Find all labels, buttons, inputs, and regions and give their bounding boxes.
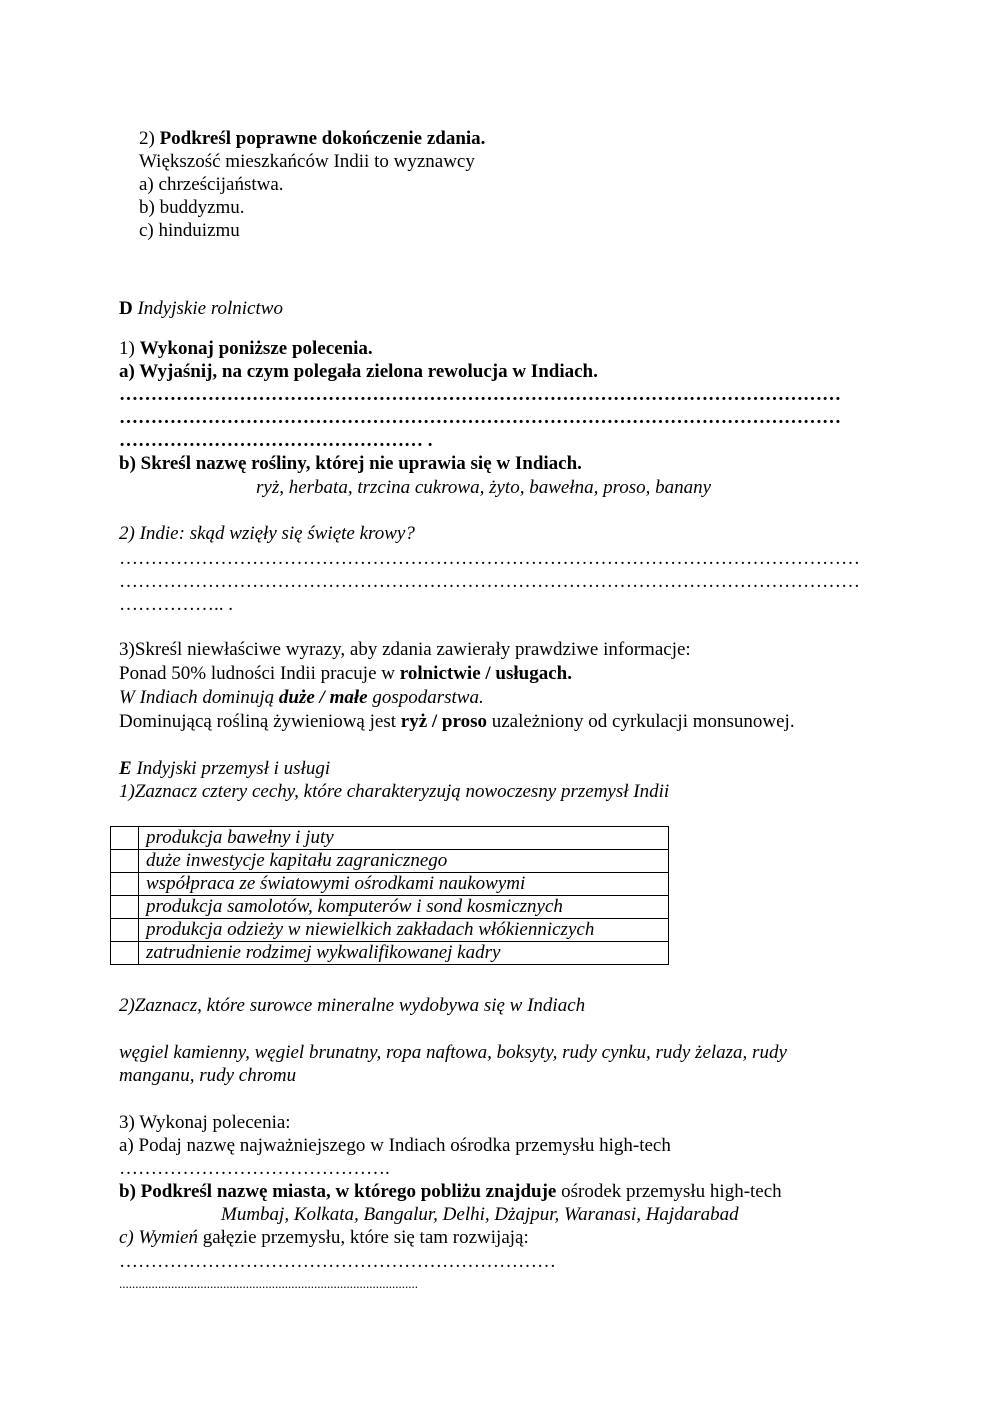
question-e2: 2)Zaznacz, które surowce mineralne wydobywa się w Indiach	[119, 995, 586, 1016]
question-e1: 1)Zaznacz cztery cechy, które charakteryzują nowoczesny przemysł Indii	[119, 781, 670, 802]
checkbox-cell[interactable]	[111, 873, 139, 896]
question-e3c	[119, 1226, 529, 1249]
table-row	[111, 873, 669, 896]
checkbox-cell[interactable]	[111, 827, 139, 850]
question-e3-title: 3) Wykonaj polecenia:	[119, 1112, 291, 1133]
answer-line[interactable]: ……………………………………………………………………………………………………	[119, 384, 841, 405]
answer-line[interactable]: ............................................................................................	[119, 1276, 418, 1291]
option-a[interactable]: a) chrześcijaństwa.	[139, 174, 284, 195]
statement-text: Ponad 50% ludności Indii pracuje w	[119, 663, 400, 684]
answer-line[interactable]: ………………………………………… .	[119, 430, 433, 451]
choice-words[interactable]: duże / małe	[278, 687, 368, 708]
choice-words[interactable]: rolnictwie / usługach.	[399, 663, 572, 684]
statement-text: uzależniony od cyrkulacji monsunowej.	[486, 711, 795, 732]
answer-line[interactable]: …………….. .	[119, 594, 233, 615]
question-title: Wykonaj poniższe polecenia.	[139, 338, 373, 359]
checkbox-cell[interactable]	[111, 896, 139, 919]
feature-text: zatrudnienie rodzimej wykwalifikowanej kadry	[139, 942, 669, 965]
question-italic: c) Wymień	[119, 1227, 198, 1248]
feature-text: produkcja bawełny i juty	[139, 827, 669, 850]
statement-text: gospodarstwa.	[367, 687, 484, 708]
answer-line[interactable]: …………………………………….	[119, 1158, 390, 1179]
feature-text: produkcja odzieży w niewielkich zakładach włókienniczych	[139, 919, 669, 942]
statement-1	[119, 662, 572, 685]
table-row	[111, 827, 669, 850]
section-letter: D	[119, 298, 133, 319]
choice-words[interactable]: ryż / proso	[400, 711, 487, 732]
statement-text: Dominującą rośliną żywieniową jest	[119, 711, 401, 732]
checkbox-cell[interactable]	[111, 919, 139, 942]
question-d1a: a) Wyjaśnij, na czym polegała zielona rewolucja w Indiach.	[119, 361, 598, 382]
checkbox-cell[interactable]	[111, 850, 139, 873]
question-title: Podkreśl poprawne dokończenie zdania.	[159, 128, 486, 149]
answer-line[interactable]: ……………………………………………………………	[119, 1251, 556, 1272]
question-d2: 2) Indie: skąd wzięły się święte krowy?	[119, 523, 415, 544]
question-stem: Większość mieszkańców Indii to wyznawcy	[139, 151, 475, 172]
answer-line[interactable]: ………………………………………………………………………………………………………	[119, 571, 860, 592]
statement-3	[119, 710, 795, 733]
answer-line[interactable]: ……………………………………………………………………………………………………	[119, 407, 841, 428]
answer-line[interactable]: ………………………………………………………………………………………………………	[119, 548, 860, 569]
statement-2	[119, 686, 484, 709]
question-c2-heading	[139, 127, 485, 150]
city-list[interactable]: Mumbaj, Kolkata, Bangalur, Delhi, Dżajpur, Waranasi, Hajdarabad	[221, 1204, 739, 1225]
question-rest: gałęzie przemysłu, które się tam rozwijają:	[197, 1227, 529, 1248]
feature-text: współpraca ze światowymi ośrodkami naukowymi	[139, 873, 669, 896]
section-e-heading	[119, 757, 330, 780]
table-row	[111, 942, 669, 965]
option-c[interactable]: c) hinduizmu	[139, 220, 240, 241]
question-d1b: b) Skreśl nazwę rośliny, której nie uprawia się w Indiach.	[119, 453, 582, 474]
question-d1-heading	[119, 337, 373, 360]
feature-text: duże inwestycje kapitału zagranicznego	[139, 850, 669, 873]
minerals-list[interactable]: węgiel kamienny, węgiel brunatny, ropa naftowa, boksyty, rudy cynku, rudy żelaza, rudy	[119, 1042, 787, 1063]
question-number: 1)	[119, 338, 140, 359]
section-d-heading	[119, 297, 283, 320]
minerals-list[interactable]: manganu, rudy chromu	[119, 1065, 297, 1086]
table-row	[111, 850, 669, 873]
features-table	[110, 826, 669, 965]
section-letter: E	[119, 758, 132, 779]
question-rest: ośrodek przemysłu high-tech	[556, 1181, 782, 1202]
question-e3b	[119, 1180, 782, 1203]
question-e3a: a) Podaj nazwę najważniejszego w Indiach ośrodka przemysłu high-tech	[119, 1135, 671, 1156]
section-title: Indyjskie rolnictwo	[137, 298, 283, 319]
option-b[interactable]: b) buddyzmu.	[139, 197, 245, 218]
question-bold: b) Podkreśl nazwę miasta, w którego pobliżu znajduje	[119, 1181, 557, 1202]
table-row	[111, 896, 669, 919]
question-number: 2)	[139, 128, 160, 149]
feature-text: produkcja samolotów, komputerów i sond kosmicznych	[139, 896, 669, 919]
checkbox-cell[interactable]	[111, 942, 139, 965]
section-title: Indyjski przemysł i usługi	[131, 758, 331, 779]
plant-list[interactable]: ryż, herbata, trzcina cukrowa, żyto, bawełna, proso, banany	[256, 477, 712, 498]
statement-text: W Indiach dominują	[119, 687, 279, 708]
table-row	[111, 919, 669, 942]
question-d3-title: 3)Skreśl niewłaściwe wyrazy, aby zdania zawierały prawdziwe informacje:	[119, 639, 691, 660]
